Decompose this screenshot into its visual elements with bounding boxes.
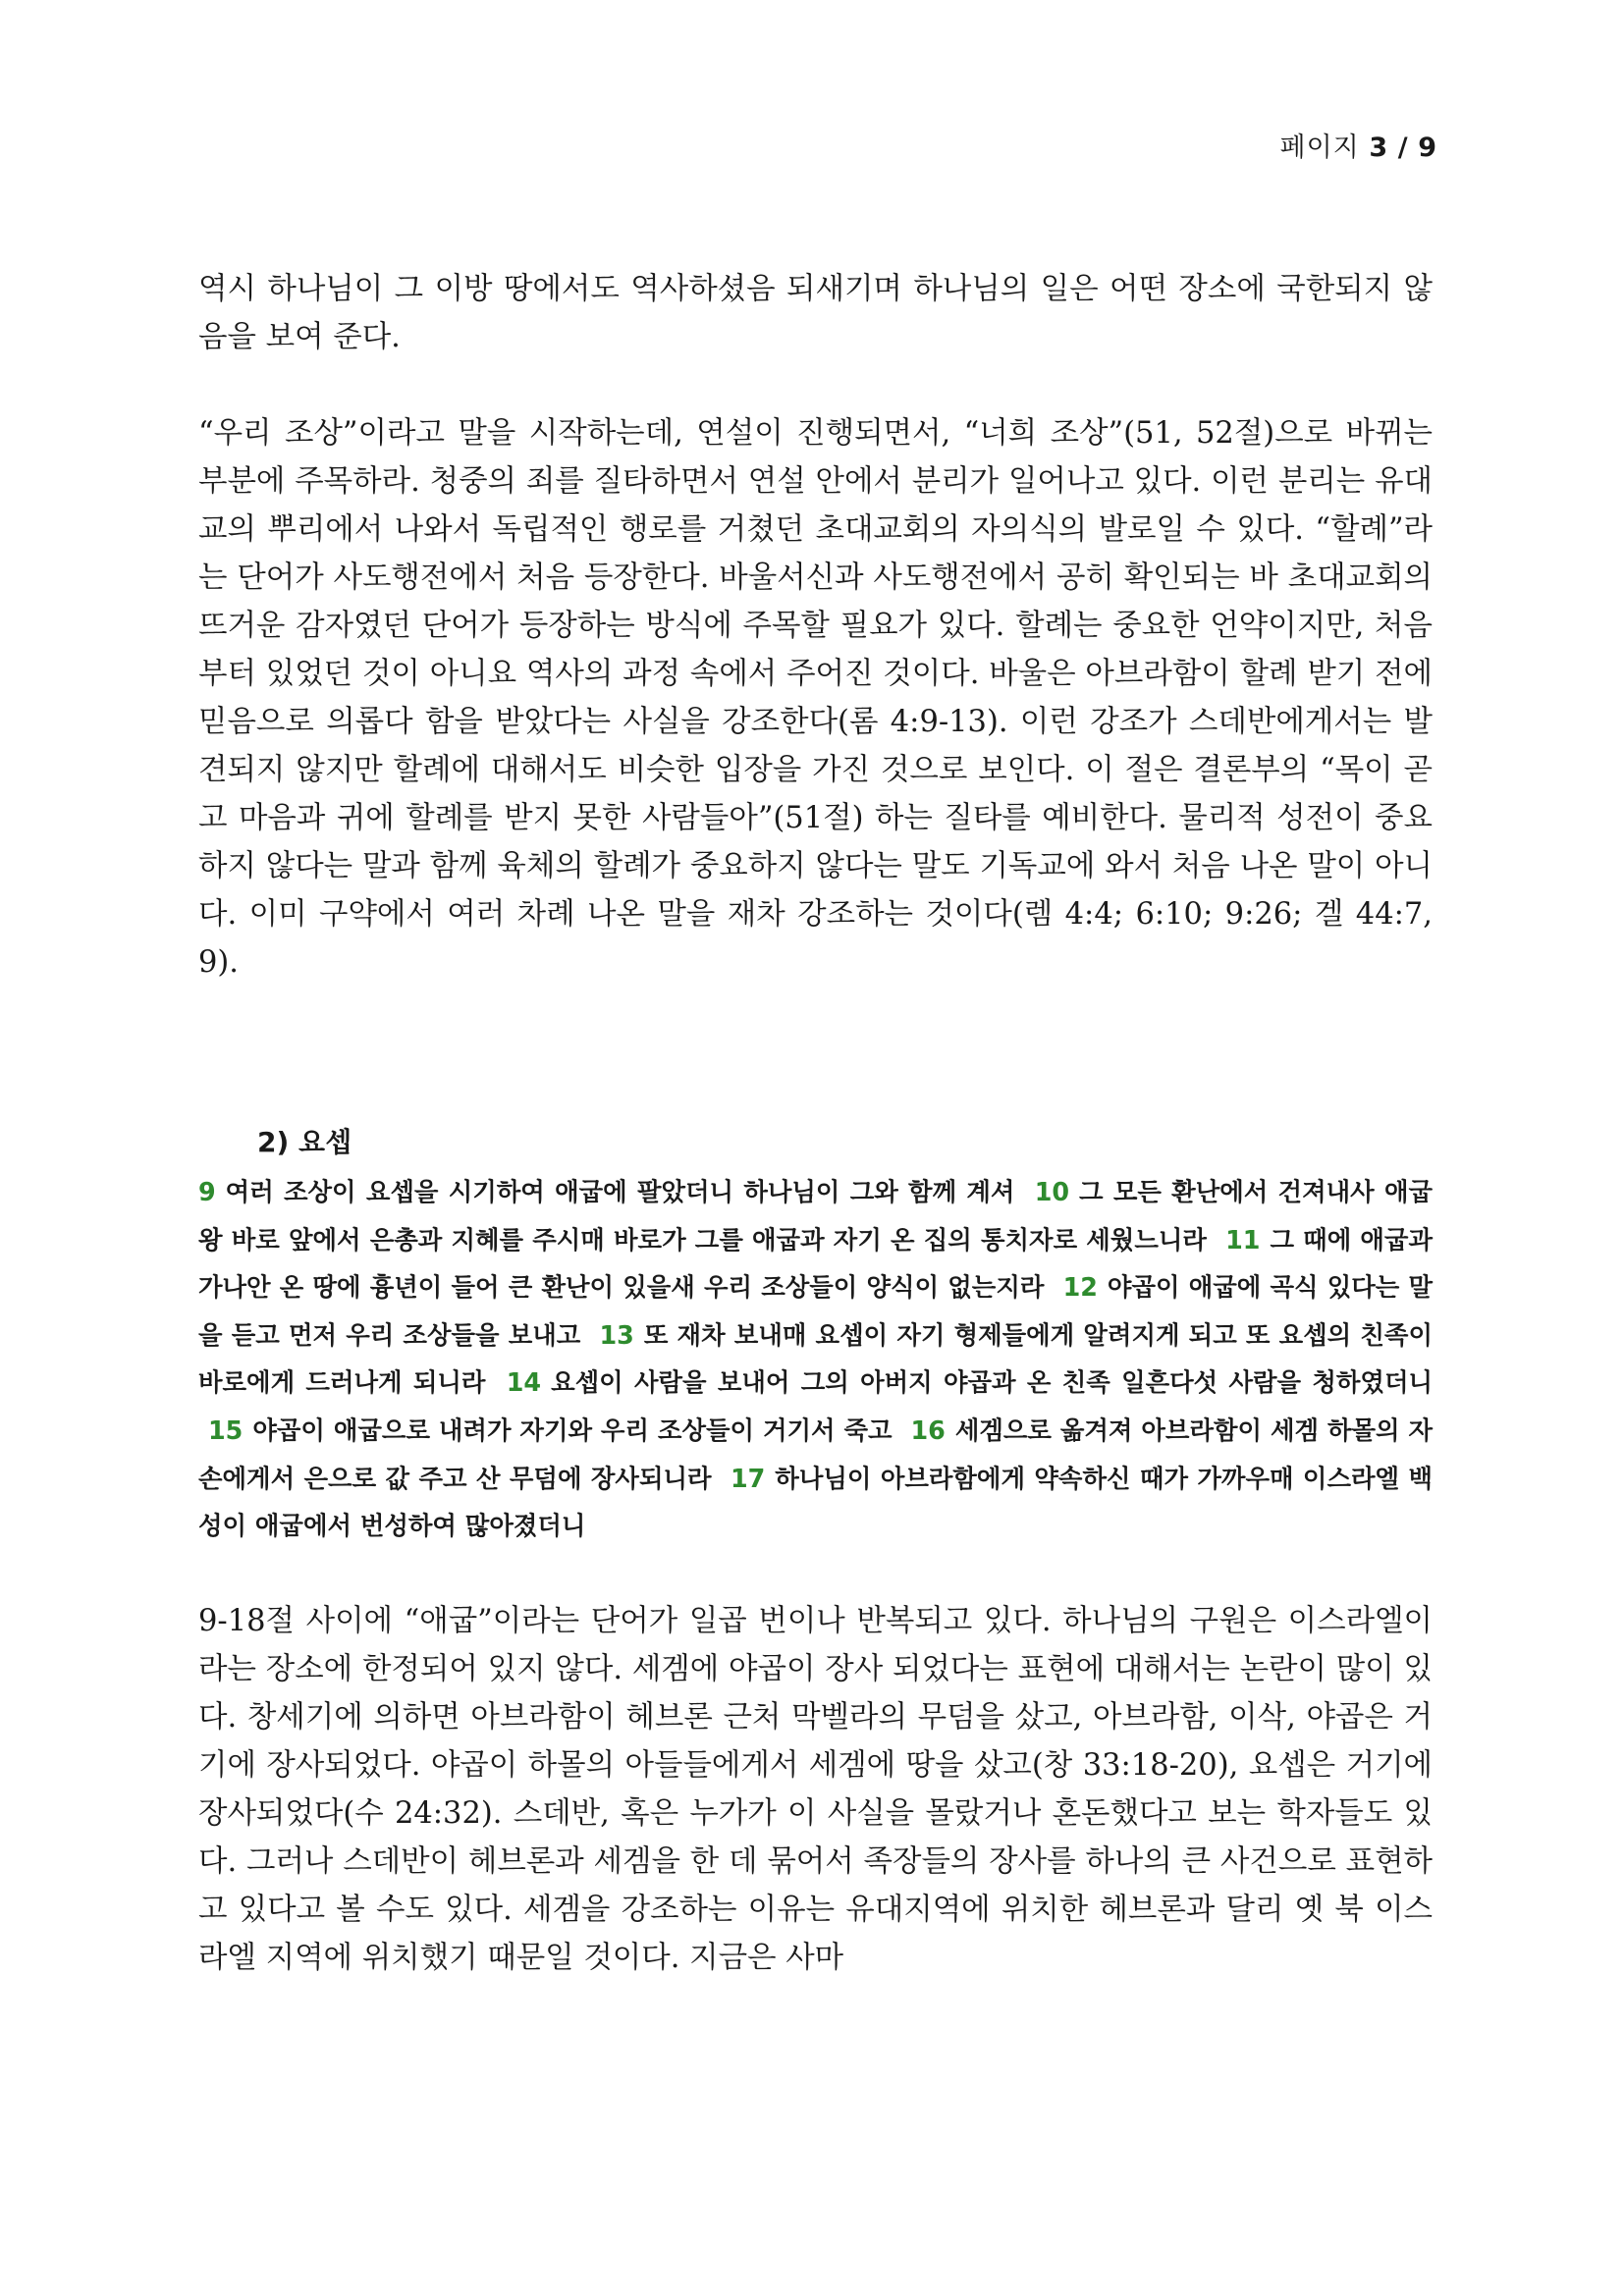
verse-number: 10 [1034,1177,1070,1206]
verse-text: 또 재차 보내매 요셉이 자기 형제들에게 알려지게 되고 또 요셉의 친족이 바로에게 드러나게 되니라 [198,1319,1433,1398]
verse-text: 여러 조상이 요셉을 시기하여 애굽에 팔았더니 하나님이 그와 함께 계셔 [225,1177,1015,1206]
page-label: 페이지 [1279,133,1360,163]
page-separator: / [1397,133,1409,163]
verse-text: 하나님이 아브라함에게 약속하신 때가 가까우매 이스라엘 백성이 애굽에서 번성하여 많아졌더니 [198,1463,1433,1541]
verse-text: 야곱이 애굽에 곡식 있다는 말을 듣고 먼저 우리 조상들을 보내고 [198,1272,1433,1350]
verse-text: 그 때에 애굽과 가나안 온 땅에 흉년이 들어 큰 환난이 있을새 우리 조상들이 양식이 없는지라 [198,1224,1433,1303]
current-page-number: 3 [1369,133,1389,163]
verse-number: 16 [910,1415,946,1445]
page-number-header [1280,126,1438,164]
verse-text: 그 모든 환난에서 건져내사 애굽 왕 바로 앞에서 은총과 지혜를 주시매 바로가 그를 애굽과 자기 온 집의 통치자로 세웠느니라 [198,1177,1433,1255]
verse-number: 14 [506,1367,542,1398]
section-heading: 2) 요셉 [257,1126,352,1158]
body-paragraph: 역시 하나님이 그 이방 땅에서도 역사하셨음 되새기며 하나님의 일은 어떤 장소에 국한되지 않음을 보여 준다. [198,272,1433,354]
body-paragraph: “우리 조상”이라고 말을 시작하는데, 연설이 진행되면서, “너희 조상”(51, 52절)으로 바뀌는 부분에 주목하라. 청중의 죄를 질타하면서 연설 안에서 분리가 일어나고 있다. 이런 분리는 유대교의 뿌리에서 나와서 독립적인 행로를 거쳤던 초대교회의 자의식의 발로일 수 있다. “할례”라는 단어가 사도행전에서 처음 등장한다. 바울서신과 사도행전에서 공히 확인되는 바 초대교회의 뜨거운 감자였던 단어가 등장하는 방식에 주목할 필요가 있다. 할례는 중요한 언약이지만, 처음부터 있었던 것이 아니요 역사의 과정 속에서 주어진 것이다. 바울은 아브라함이 할례 받기 전에 믿음으로 의롭다 함을 받았다는 사실을 강조한다(롬 4:9-13). 이런 강조가 스데반에게서는 발견되지 않지만 할례에 대해서도 비슷한 입장을 가진 것으로 보인다. 이 절은 결론부의 “목이 곧고 마음과 귀에 할례를 받지 못한 사람들아”(51절) 하는 질타를 예비한다. 물리적 성전이 중요하지 않다는 말과 함께 육체의 할례가 중요하지 않다는 말도 기독교에 와서 처음 나온 말이 아니다. 이미 구약에서 여러 차례 나온 말을 재차 강조하는 것이다(렘 4:4; 6:10; 9:26; 겔 44:7, 9). [198,416,1433,980]
document-body [198,265,1433,1982]
verse-text: 세겜으로 옮겨져 아브라함이 세겜 하몰의 자손에게서 은으로 값 주고 산 무덤에 장사되니라 [198,1415,1433,1493]
verse-text: 요셉이 사람을 보내어 그의 아버지 야곱과 온 친족 일흔다섯 사람을 청하였더니 [551,1367,1434,1398]
verse-number: 13 [599,1319,634,1350]
scripture-passage [198,1168,1433,1550]
total-pages-number: 9 [1418,133,1437,163]
body-paragraph: 9-18절 사이에 “애굽”이라는 단어가 일곱 번이나 반복되고 있다. 하나님의 구원은 이스라엘이라는 장소에 한정되어 있지 않다. 세겜에 야곱이 장사 되었다는 표현에 대해서는 논란이 많이 있다. 창세기에 의하면 아브라함이 헤브론 근처 막벨라의 무덤을 샀고, 아브라함, 이삭, 야곱은 거기에 장사되었다. 야곱이 하몰의 아들들에게서 세겜에 땅을 샀고(창 33:18-20), 요셉은 거기에 장사되었다(수 24:32). 스데반, 혹은 누가가 이 사실을 몰랐거나 혼돈했다고 보는 학자들도 있다. 그러나 스데반이 헤브론과 세겜을 한 데 묶어서 족장들의 장사를 하나의 큰 사건으로 표현하고 있다고 볼 수도 있다. 세겜을 강조하는 이유는 유대지역에 위치한 헤브론과 달리 옛 북 이스라엘 지역에 위치했기 때문일 것이다. 지금은 사마 [198,1603,1433,1975]
verse-text: 야곱이 애굽으로 내려가 자기와 우리 조상들이 거기서 죽고 [252,1415,893,1445]
verse-number: 12 [1062,1272,1098,1303]
verse-number: 9 [198,1177,216,1206]
verse-number: 11 [1225,1224,1261,1255]
verse-number: 17 [730,1463,766,1493]
verse-number: 15 [208,1415,244,1445]
